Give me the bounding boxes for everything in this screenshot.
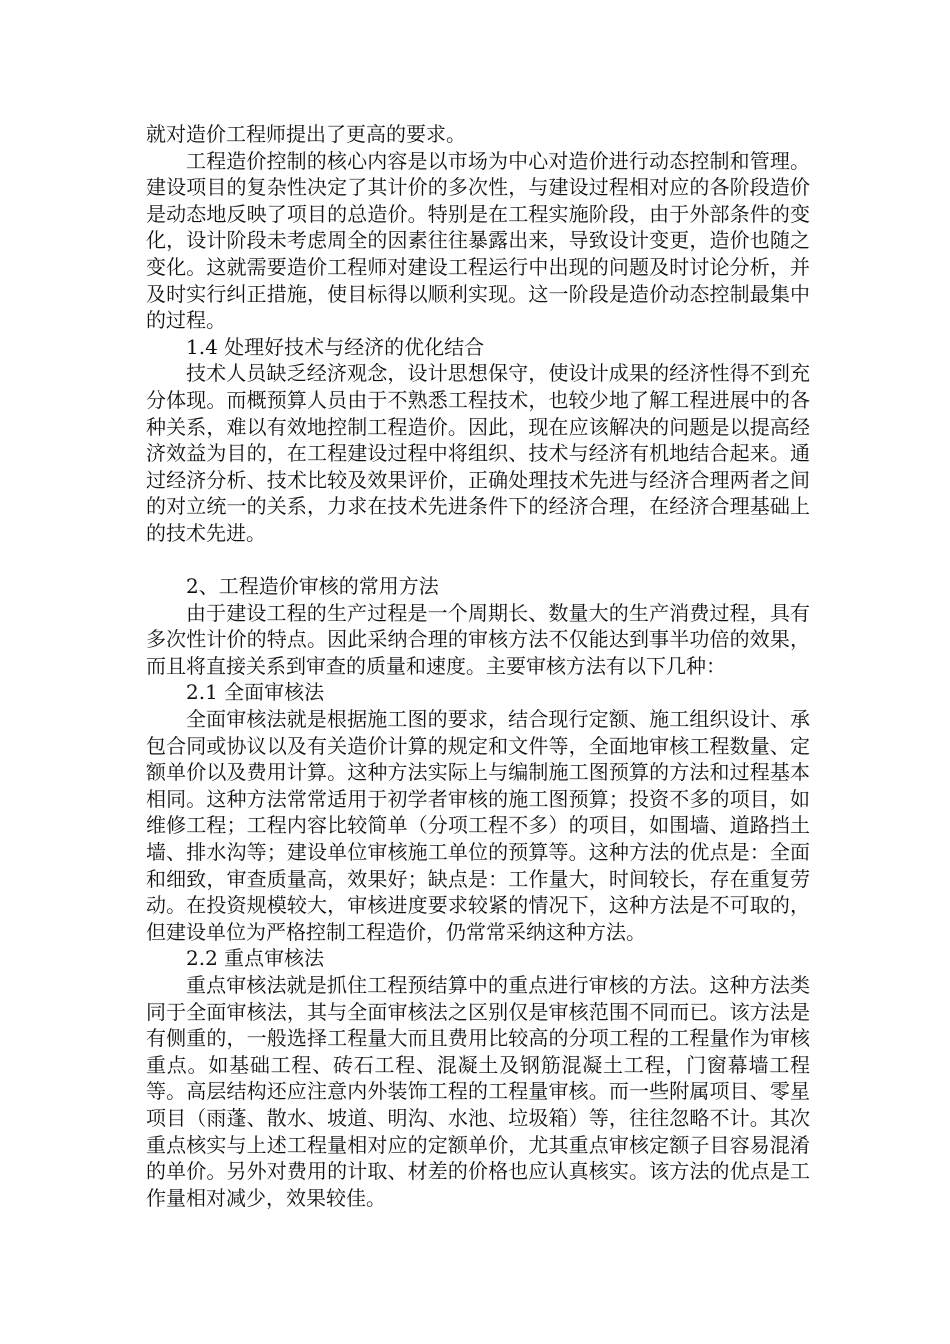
paragraph-audit-methods: 由于建设工程的生产过程是一个周期长、数量大的生产消费过程，具有多次性计价的特点。因此采纳合理的审核方法不仅能达到事半功倍的效果，而且将直接关系到审查的质量和速度。主要审核方法有以下几种： bbox=[146, 600, 810, 678]
document-body bbox=[146, 121, 810, 1211]
section-heading-2-1: 2.1 全面审核法 bbox=[186, 680, 325, 705]
section-heading-2-2: 2.2 重点审核法 bbox=[186, 946, 325, 971]
paragraph-tech-economy: 技术人员缺乏经济观念，设计思想保守，使设计成果的经济性得不到充分体现。而概预算人员由于不熟悉工程技术，也较少地了解工程进展中的各种关系，难以有效地控制工程造价。因此，现在应该解决的问题是以提高经济效益为目的，在工程建设过程中将组织、技术与经济有机地结合起来。通过经济分析、技术比较及效果评价，正确处理技术先进与经济合理两者之间的对立统一的关系，力求在技术先进条件下的经济合理，在经济合理基础上的技术先进。 bbox=[146, 361, 810, 545]
section-heading-1-4: 1.4 处理好技术与经济的优化结合 bbox=[186, 334, 485, 359]
paragraph-key-audit: 重点审核法就是抓住工程预结算中的重点进行审核的方法。这种方法类同于全面审核法，其与全面审核法之区别仅是审核范围不同而已。该方法是有侧重的，一般选择工程量大而且费用比较高的分项工程的工程量作为审核重点。如基础工程、砖石工程、混凝土及钢筋混凝土工程，门窗幕墙工程等。高层结构还应注意内外装饰工程的工程量审核。而一些附属项目、零星项目（雨蓬、散水、坡道、明沟、水池、垃圾箱）等，往往忽略不计。其次重点核实与上述工程量相对应的定额单价，尤其重点审核定额子目容易混淆的单价。另外对费用的计取、材差的价格也应认真核实。该方法的优点是工作量相对减少，效果较佳。 bbox=[146, 973, 810, 1210]
paragraph-intro-tail: 就对造价工程师提出了更高的要求。 bbox=[146, 122, 466, 146]
section-heading-2: 2、工程造价审核的常用方法 bbox=[186, 574, 439, 599]
paragraph-full-audit: 全面审核法就是根据施工图的要求，结合现行定额、施工组织设计、承包合同或协议以及有关造价计算的规定和文件等，全面地审核工程数量、定额单价以及费用计算。这种方法实际上与编制施工图预算的方法和过程基本相同。这种方法常常适用于初学者审核的施工图预算；投资不多的项目，如维修工程；工程内容比较简单（分项工程不多）的项目，如围墙、道路挡土墙、排水沟等；建设单位审核施工单位的预算等。这种方法的优点是：全面和细致，审查质量高，效果好；缺点是：工作量大，时间较长，存在重复劳动。在投资规模较大，审核进度要求较紧的情况下，这种方法是不可取的，但建设单位为严格控制工程造价，仍常常采纳这种方法。 bbox=[146, 707, 810, 944]
paragraph-cost-control: 工程造价控制的核心内容是以市场为中心对造价进行动态控制和管理。建设项目的复杂性决定了其计价的多次性，与建设过程相对应的各阶段造价是动态地反映了项目的总造价。特别是在工程实施阶段，由于外部条件的变化，设计阶段未考虑周全的因素往往暴露出来，导致设计变更，造价也随之变化。这就需要造价工程师对建设工程运行中出现的问题及时讨论分析，并及时实行纠正措施，使目标得以顺利实现。这一阶段是造价动态控制最集中的过程。 bbox=[146, 148, 810, 333]
paragraph-gap bbox=[146, 547, 810, 574]
